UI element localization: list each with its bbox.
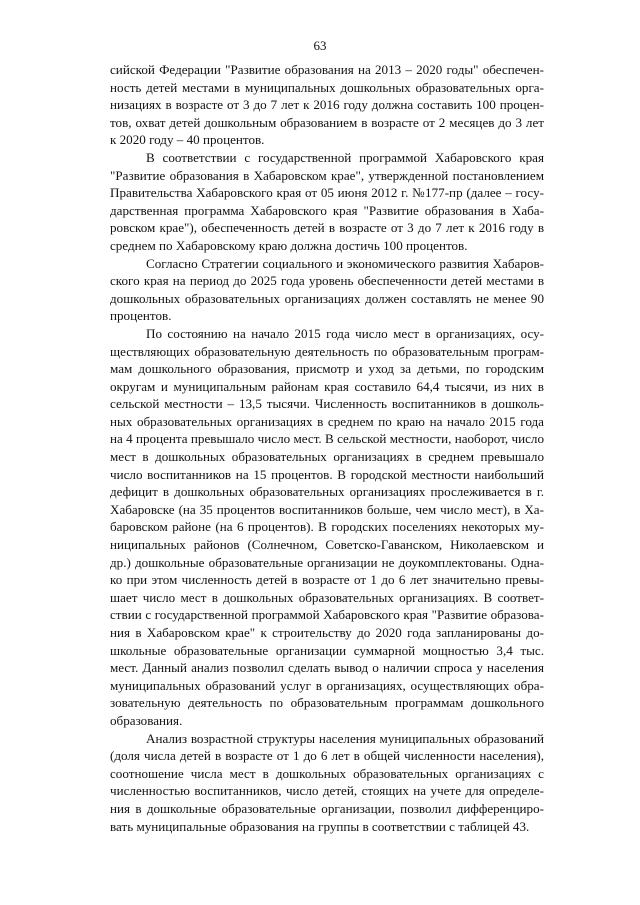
paragraph-state-program: В соответствии с государственной программой Хабаровского края "Развитие образования в Хабаровском крае", утвержденной постановлением Правительства Хабаровского края от 05 июня 2012 г. №177-пр (далее – государственная программа Хабаровского края "Развитие образования в Хабаровском крае"), обеспеченность детей в возрасте от 3 до 7 лет к 2016 году в среднем по Хабаровскому краю должна достичь 100 процентов.: [110, 149, 544, 253]
paragraph-continuation: сийской Федерации "Развитие образования на 2013 – 2020 годы" обеспеченность детей местами в муниципальных дошкольных образовательных организациях в возрасте от 3 до 7 лет к 2016 году должна составить 100 процентов, охват детей дошкольным образованием в возрасте от 2 месяцев до 3 лет к 2020 году – 40 процентов.: [110, 62, 544, 148]
paragraph-strategy: Согласно Стратегии социального и экономического развития Хабаровского края на период до 2025 года уровень обеспеченности детей местами в дошкольных образовательных организациях должен составлять не менее 90 процентов.: [110, 255, 544, 324]
document-body: [110, 61, 544, 835]
paragraph-analysis: Анализ возрастной структуры населения муниципальных образований (доля числа детей в возрасте от 1 до 6 лет в общей численности населения), соотношение числа мест в дошкольных образовательных организациях с численностью воспитанников, число детей, стоящих на учете для определения в дошкольные образовательные организации, позволил дифференцировать муниципальные образования на группы в соответствии с таблицей 43.: [110, 730, 544, 834]
page-number: 63: [313, 38, 327, 53]
paragraph-2015-status: По состоянию на начало 2015 года число мест в организациях, осуществляющих образовательную деятельность по образовательным программам дошкольного образования, присмотр и уход за детьми, по городским округам и муниципальным районам края составило 64,4 тысячи, из них в сельской местности – 13,5 тысячи. Численность воспитанников в дошкольных образовательных организациях в среднем по краю на начало 2015 года на 4 процента превышало число мест. В сельской местности, наоборот, число мест в дошкольных образовательных организациях в среднем превышало число воспитанников на 15 процентов. В городской местности наибольший дефицит в дошкольных образовательных организациях прослеживается в г. Хабаровске (на 35 процентов воспитанников больше, чем число мест), в Хабаровском районе (на 6 процентов). В городских поселениях некоторых муниципальных районов (Солнечном, Советско-Гаванском, Николаевском и др.) дошкольные образовательные организации не доукомплектованы. Однако при этом численность детей в возрасте от 1 до 6 лет значительно превышает число мест в дошкольных образовательных организациях. В соответствии с государственной программой Хабаровского края "Развитие образования в Хабаровском крае" к строительству до 2020 года запланированы дошкольные образовательные организации суммарной мощностью 3,4 тыс. мест. Данный анализ позволил сделать вывод о наличии спроса у населения муниципальных образований услуг в организациях, осуществляющих образовательную деятельность по образовательным программам дошкольного образования.: [110, 325, 544, 728]
